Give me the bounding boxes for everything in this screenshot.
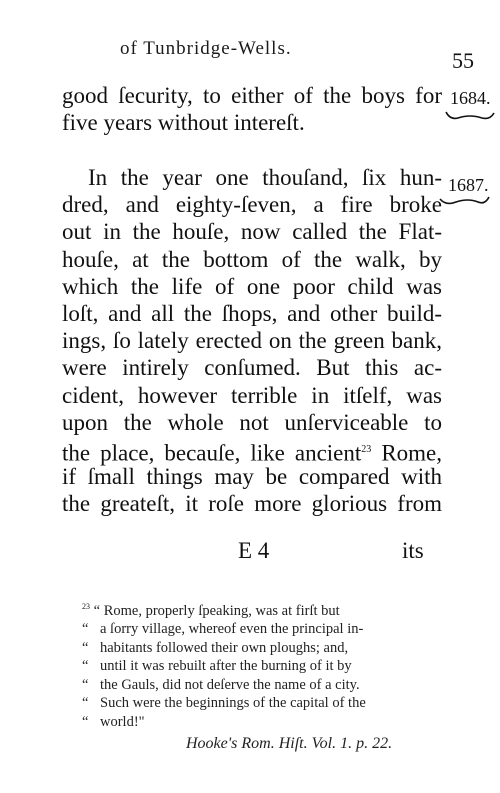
text-line: out in the houſe, now called the Flat- xyxy=(62,219,442,245)
footnote-text: habitants followed their own ploughs; and, xyxy=(100,639,349,656)
text-line: which the life of one poor child was xyxy=(62,273,442,299)
footnote-block xyxy=(82,598,452,731)
text-line: if ſmall things may be compared with xyxy=(62,464,442,490)
text-line: loſt, and all the ſhops, and other build- xyxy=(62,300,442,326)
text-line: In the year one thouſand, ſix hun- xyxy=(88,165,442,190)
footnote-reference: 23 xyxy=(361,443,372,455)
footnote-line xyxy=(82,598,452,620)
footnote-line xyxy=(82,639,452,658)
text-line: cident, however terrible in itſelf, was xyxy=(62,382,442,408)
quote-mark: “ xyxy=(82,676,89,693)
footnote-text: Such were the beginnings of the capital of the xyxy=(100,695,366,712)
quote-mark: “ xyxy=(82,621,89,638)
footnote-citation: Hooke's Rom. Hiſt. Vol. 1. p. 22. xyxy=(186,735,393,752)
quote-mark: “ xyxy=(93,602,101,619)
text-fragment: the place, becauſe, like ancient xyxy=(62,440,362,466)
text-line: ings, ſo lately erected on the green bank, xyxy=(62,328,442,354)
paragraph-2 xyxy=(62,164,442,517)
quote-mark: “ xyxy=(82,695,89,712)
footnote-text: a ſorry village, whereof even the principal in- xyxy=(100,621,364,638)
footnote-line xyxy=(82,713,452,732)
footnote-text: Rome, properly ſpeaking, was at firſt but xyxy=(103,602,340,619)
footnote-marker: 23 xyxy=(82,602,90,611)
text-fragment: Rome, xyxy=(381,440,443,466)
text-line: five years without intereſt. xyxy=(62,110,305,136)
footnote-text: until it was rebuilt after the burning of it by xyxy=(100,658,352,675)
text-line: dred, and eighty-ſeven, a fire broke xyxy=(62,192,442,218)
quote-mark: “ xyxy=(82,658,89,675)
catchword: its xyxy=(402,538,424,563)
text-line: were intirely conſumed. But this ac- xyxy=(62,355,442,381)
footnote-text: the Gauls, did not deſerve the name of a city. xyxy=(100,676,360,693)
text-line: the greateſt, it roſe more glorious from xyxy=(62,491,442,517)
quote-mark: “ xyxy=(82,639,89,656)
margin-year-1684: 1684. xyxy=(450,88,491,108)
paragraph-1 xyxy=(62,82,442,136)
margin-flourish-icon xyxy=(444,110,496,122)
margin-flourish-icon xyxy=(438,195,490,207)
page-number: 55 xyxy=(452,48,474,73)
footnote-line xyxy=(82,620,452,639)
footnote-line xyxy=(82,657,452,676)
quote-mark: “ xyxy=(82,713,89,730)
running-head: of Tunbridge-Wells. xyxy=(120,38,292,59)
signature-mark: E 4 xyxy=(238,538,270,563)
footnote-text: world!" xyxy=(100,713,145,730)
text-line-with-note xyxy=(62,436,443,466)
text-line: upon the whole not unſerviceable to xyxy=(62,409,442,435)
footnote-line xyxy=(82,694,452,713)
footnote-line xyxy=(82,676,452,695)
margin-year-1687: 1687. xyxy=(448,175,489,195)
text-line: good ſecurity, to either of the boys for xyxy=(62,83,442,108)
text-line: houſe, at the bottom of the walk, by xyxy=(62,246,442,272)
